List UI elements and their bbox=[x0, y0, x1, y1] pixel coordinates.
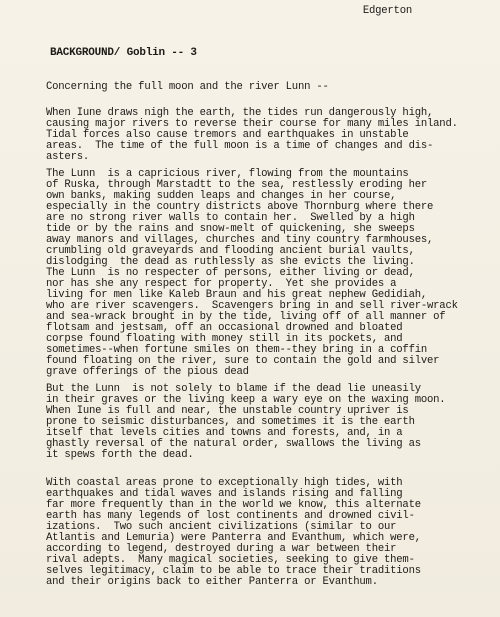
paragraph-line: Tidal forces also cause tremors and earthquakes in unstable bbox=[46, 129, 409, 141]
paragraph-line: corpse found floating with money still in its pockets, and bbox=[46, 333, 403, 345]
paragraph-line: away manors and villages, churches and tiny country farmhouses, bbox=[46, 234, 434, 246]
paragraph-line: dislodging the dead as ruthlessly as she evicts the living. bbox=[46, 256, 415, 268]
paragraph-line: selves legitimacy, claim to be able to trace their traditions bbox=[46, 565, 421, 577]
paragraph-line: ghastly reversal of the natural order, swallows the living as bbox=[46, 438, 421, 450]
paragraph-line: areas. The time of the full moon is a time of changes and dis- bbox=[46, 140, 434, 152]
paragraph-line: found floating on the river, sure to contain the gold and silver bbox=[46, 355, 440, 367]
paragraph-line: sometimes--when fortune smiles on them--they bring in a coffin bbox=[46, 344, 428, 356]
paragraph-line: tide or by the rains and snow-melt of quickening, she sweeps bbox=[46, 223, 415, 235]
paragraph-line: rival adepts. Many magical societies, seeking to give them- bbox=[46, 554, 415, 566]
paragraph-line: who are river scavengers. Scavengers bring in and sell river-wrack bbox=[46, 300, 458, 312]
paragraph-line: nor has she any respect for property. Yet she provides a bbox=[46, 278, 397, 290]
paragraph-line: itself that levels cities and towns and forests, and, in a bbox=[46, 427, 403, 439]
paragraph-line: causing major rivers to reverse their course for many miles inland. bbox=[46, 118, 458, 130]
paragraph-line: own banks, making sudden leaps and changes in her course, bbox=[46, 190, 397, 202]
author-name: Edgerton bbox=[362, 5, 412, 17]
paragraph-line: and their origins back to either Panterra or Evanthum. bbox=[46, 576, 378, 588]
paragraph-line: With coastal areas prone to exceptionally high tides, with bbox=[46, 477, 403, 489]
paragraph-line: asters. bbox=[46, 151, 90, 163]
paragraph-line: flotsam and jestsam, off an occasional drowned and bloated bbox=[46, 322, 403, 334]
paragraph-line: grave offerings of the pious dead bbox=[46, 366, 249, 378]
paragraph-line: The Lunn is a capricious river, flowing from the mountains bbox=[46, 168, 409, 180]
paragraph-line: it spews forth the dead. bbox=[46, 449, 194, 461]
paragraph-line: and sea-wrack brought in by the tide, living off of all manner of bbox=[46, 311, 446, 323]
paragraph-line: are no strong river walls to contain her. Swelled by a high bbox=[46, 212, 415, 224]
paragraph-line: in their graves or the living keep a wary eye on the waxing moon. bbox=[46, 394, 446, 406]
paragraph-line: But the Lunn is not solely to blame if the dead lie uneasily bbox=[46, 383, 421, 395]
paragraph-line: izations. Two such ancient civilizations (similar to our bbox=[46, 521, 397, 533]
paragraph-line: When Iune draws nigh the earth, the tides run dangerously high, bbox=[46, 107, 434, 119]
paragraph-line: When Iune is full and near, the unstable country upriver is bbox=[46, 405, 409, 417]
paragraph-line: of Ruska, through Marstadtt to the sea, restlessly eroding her bbox=[46, 179, 428, 191]
paragraph-line: earthquakes and tidal waves and islands rising and falling bbox=[46, 488, 403, 500]
paragraph-line: prone to seismic disturbances, and sometimes it is the earth bbox=[46, 416, 415, 428]
section-heading: BACKGROUND/ Goblin -- 3 bbox=[50, 47, 197, 59]
paragraph-line: earth has many legends of lost continents and drowned civil- bbox=[46, 510, 415, 522]
paragraph-line: especially in the country districts above Thornburg where there bbox=[46, 201, 434, 213]
paragraph-line: The Lunn is no respecter of persons, either living or dead, bbox=[46, 267, 415, 279]
paragraph-line: far more frequently than in the world we know, this alternate bbox=[46, 499, 421, 511]
paragraph-line: according to legend, destroyed during a war between their bbox=[46, 543, 397, 555]
paragraph-line: living for men like Kaleb Braun and his great nephew Gedidiah, bbox=[46, 289, 428, 301]
subheading: Concerning the full moon and the river Lunn -- bbox=[46, 81, 329, 93]
paragraph-line: crumbling old graveyards and flooding ancient burial vaults, bbox=[46, 245, 415, 257]
paragraph-line: Atlantis and Lemuria) were Panterra and Evanthum, which were, bbox=[46, 532, 421, 544]
